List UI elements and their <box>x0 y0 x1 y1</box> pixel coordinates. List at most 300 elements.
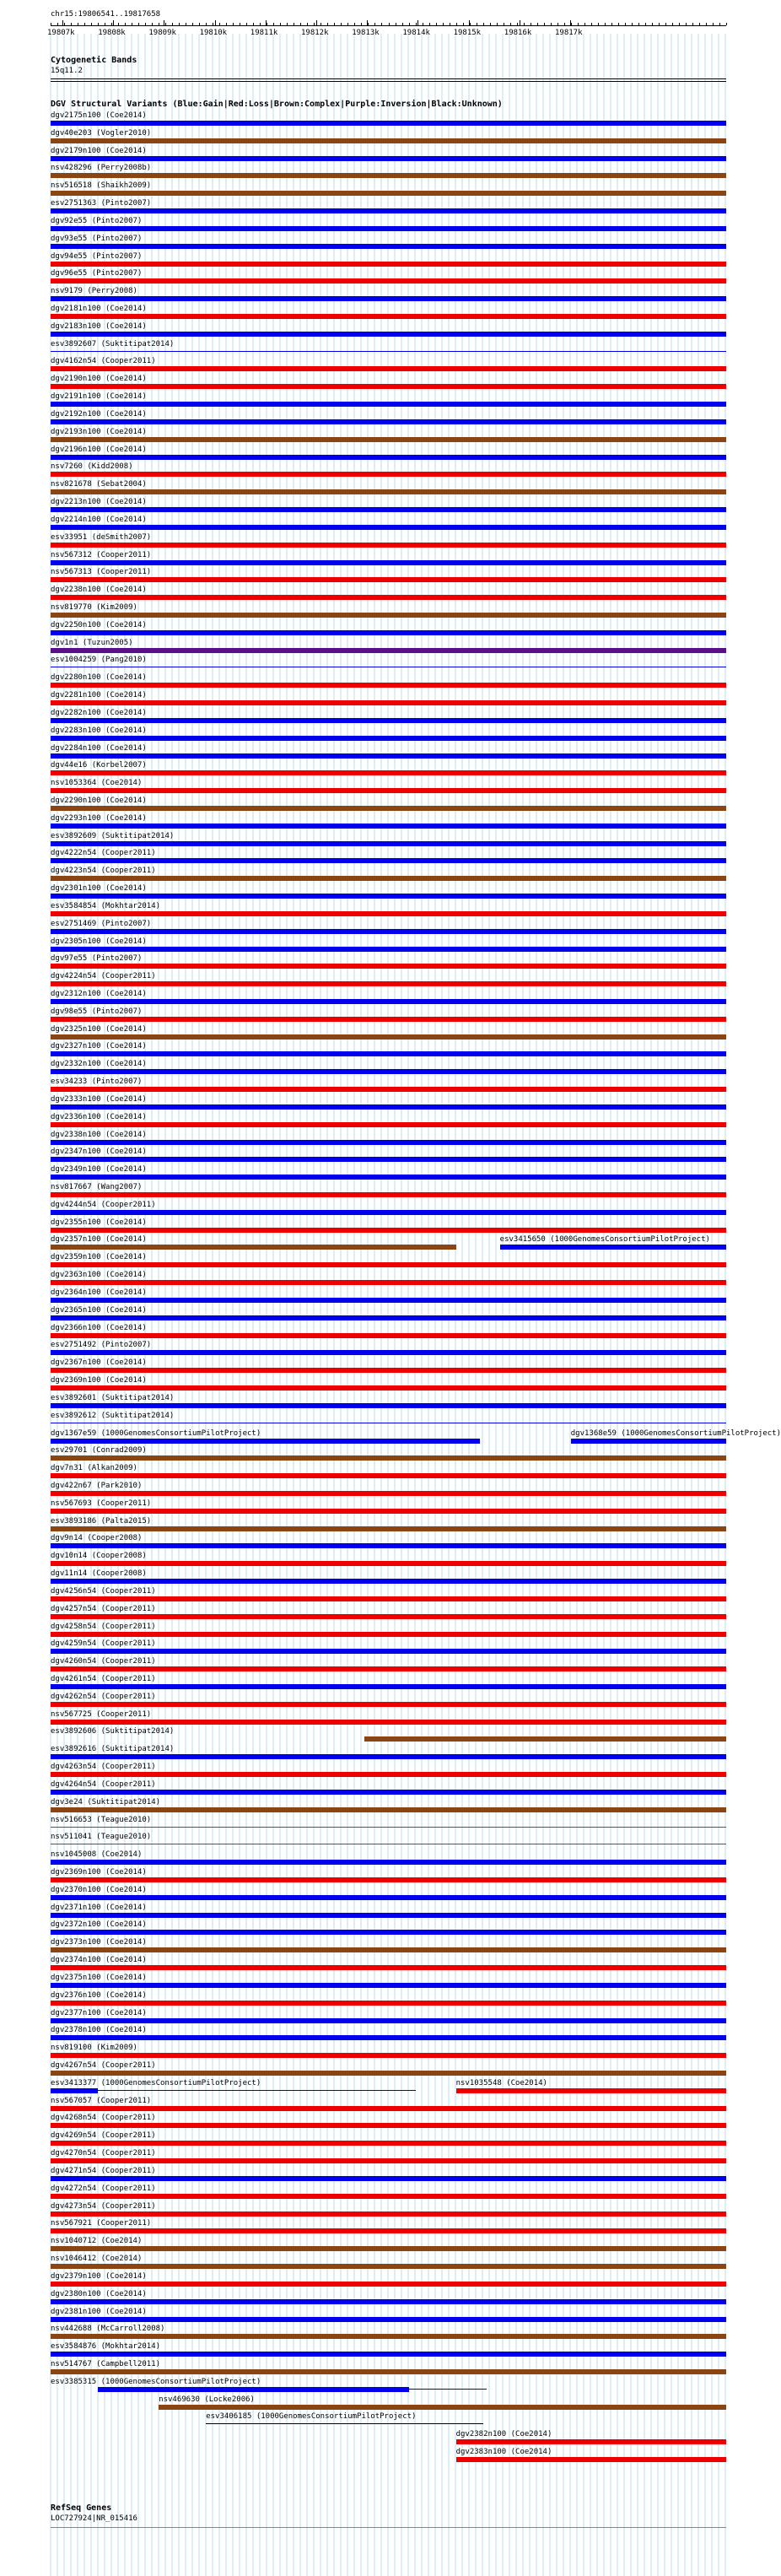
variant-label[interactable]: dgv4259n54 (Cooper2011) <box>51 1639 156 1649</box>
ruler-minor-tick <box>361 23 362 25</box>
variant-label[interactable]: dgv2363n100 (Coe2014) <box>51 1271 147 1280</box>
variant-bar[interactable] <box>51 1245 456 1250</box>
variant-bar[interactable] <box>51 1790 726 1795</box>
variant-bar[interactable] <box>51 2246 726 2251</box>
variant-label[interactable]: nsv1046412 (Coe2014) <box>51 2255 143 2264</box>
variant-bar[interactable] <box>51 1491 726 1496</box>
variant-bar[interactable] <box>51 1228 726 1233</box>
variant-label[interactable]: esv2751363 (Pinto2007) <box>51 199 152 208</box>
variant-label[interactable]: esv3892616 (Suktitipat2014) <box>51 1745 175 1754</box>
variant-label[interactable]: dgv4257n54 (Cooper2011) <box>51 1604 156 1613</box>
variant-label[interactable]: dgv4270n54 (Cooper2011) <box>51 2149 156 2158</box>
variant-bar[interactable] <box>51 244 726 249</box>
variant-bar[interactable] <box>51 1772 726 1777</box>
variant-bar[interactable] <box>51 999 726 1004</box>
variant-bar[interactable] <box>51 437 726 442</box>
variant-bar[interactable] <box>51 929 726 934</box>
variant-bar[interactable] <box>51 613 726 618</box>
variant-bar[interactable] <box>51 770 726 775</box>
variant-label[interactable]: dgv2175n100 (Coe2014) <box>51 111 147 120</box>
variant-bar[interactable] <box>51 2106 726 2111</box>
variant-label[interactable]: esv34233 (Pinto2007) <box>51 1077 143 1087</box>
variant-label[interactable]: dgv11n14 (Cooper2008) <box>51 1569 147 1579</box>
variant-label[interactable]: nsv819770 (Kim2009) <box>51 602 137 612</box>
variant-label[interactable]: dgv2312n100 (Coe2014) <box>51 990 147 998</box>
variant-label[interactable]: nsv469630 (Locke2006) <box>159 2395 255 2404</box>
variant-bar[interactable] <box>51 1913 726 1918</box>
variant-label[interactable]: dgv4271n54 (Cooper2011) <box>51 2166 156 2175</box>
variant-label[interactable]: esv3584854 (Mokhtar2014) <box>51 901 161 910</box>
cytoband-label[interactable]: 15q11.2 <box>51 67 83 75</box>
variant-bar[interactable] <box>51 2299 726 2304</box>
variant-label[interactable]: dgv2333n100 (Coe2014) <box>51 1094 147 1104</box>
variant-bar[interactable] <box>98 2387 408 2392</box>
ruler-minor-tick <box>497 23 498 25</box>
variant-bar[interactable] <box>98 2090 415 2091</box>
variant-bar[interactable] <box>51 314 726 319</box>
variant-label[interactable]: dgv2179n100 (Coe2014) <box>51 146 147 155</box>
variant-bar[interactable] <box>51 947 726 952</box>
variant-label[interactable]: esv3584876 (Mokhtar2014) <box>51 2342 161 2352</box>
variant-bar[interactable] <box>51 2334 726 2339</box>
variant-label[interactable]: dgv2379n100 (Coe2014) <box>51 2271 147 2281</box>
variant-bar[interactable] <box>51 2053 726 2058</box>
variant-label[interactable]: dgv2327n100 (Coe2014) <box>51 1042 147 1051</box>
variant-bar[interactable] <box>51 1983 726 1988</box>
variant-label[interactable]: dgv4264n54 (Cooper2011) <box>51 1779 156 1789</box>
variant-label[interactable]: dgv9n14 (Cooper2008) <box>51 1534 143 1543</box>
variant-label[interactable]: dgv2349n100 (Coe2014) <box>51 1165 147 1175</box>
variant-bar[interactable] <box>51 630 726 635</box>
variant-label[interactable]: esv3892612 (Suktitipat2014) <box>51 1411 175 1420</box>
ruler-minor-tick <box>429 23 430 25</box>
variant-label[interactable]: nsv514767 (Campbell2011) <box>51 2359 161 2368</box>
variant-label[interactable]: nsv821678 (Sebat2004) <box>51 480 147 489</box>
variant-bar[interactable] <box>51 718 726 723</box>
variant-bar[interactable] <box>51 1051 726 1056</box>
variant-bar[interactable] <box>51 1930 726 1935</box>
variant-bar[interactable] <box>51 1280 726 1285</box>
variant-bar[interactable] <box>51 226 726 231</box>
variant-label[interactable]: dgv422n67 (Park2010) <box>51 1481 143 1490</box>
variant-label[interactable]: nsv1053364 (Coe2014) <box>51 779 143 788</box>
variant-label[interactable]: nsv567725 (Cooper2011) <box>51 1709 152 1719</box>
ruler-axis <box>51 25 726 26</box>
variant-bar[interactable] <box>51 841 726 846</box>
variant-bar[interactable] <box>51 1526 726 1531</box>
variant-bar[interactable] <box>51 1666 726 1671</box>
variant-bar[interactable] <box>51 455 726 460</box>
variant-bar[interactable] <box>51 1720 726 1725</box>
variant-bar[interactable] <box>500 1245 726 1250</box>
variant-bar[interactable] <box>51 1439 480 1444</box>
variant-bar[interactable] <box>51 2228 726 2233</box>
variant-label[interactable]: dgv1367e59 (1000GenomesConsortiumPilotProject) <box>51 1428 261 1438</box>
variant-bar[interactable] <box>51 1350 726 1355</box>
variant-label[interactable]: dgv2377n100 (Coe2014) <box>51 2008 147 2017</box>
variant-label[interactable]: dgv4262n54 (Cooper2011) <box>51 1692 156 1701</box>
variant-label[interactable]: dgv4224n54 (Cooper2011) <box>51 972 156 981</box>
variant-label[interactable]: dgv4268n54 (Cooper2011) <box>51 2114 156 2123</box>
variant-label[interactable]: dgv96e55 (Pinto2007) <box>51 269 143 278</box>
variant-label[interactable]: dgv2373n100 (Coe2014) <box>51 1938 147 1947</box>
variant-bar[interactable] <box>51 1579 726 1584</box>
variant-bar[interactable] <box>51 1895 726 1900</box>
variant-label[interactable]: dgv4222n54 (Cooper2011) <box>51 849 156 858</box>
variant-label[interactable]: esv1004259 (Pang2010) <box>51 656 147 665</box>
variant-label[interactable]: nsv567312 (Cooper2011) <box>51 550 152 559</box>
variant-bar[interactable] <box>51 507 726 512</box>
variant-label[interactable]: dgv2305n100 (Coe2014) <box>51 937 147 946</box>
variant-bar[interactable] <box>51 402 726 407</box>
variant-label[interactable]: esv3413377 (1000GenomesConsortiumPilotProject) <box>51 2078 261 2087</box>
variant-label[interactable]: dgv4272n54 (Cooper2011) <box>51 2184 156 2193</box>
variant-bar[interactable] <box>51 806 726 811</box>
variant-label[interactable]: nsv819100 (Kim2009) <box>51 2044 137 2053</box>
variant-bar[interactable] <box>51 2317 726 2322</box>
variant-bar[interactable] <box>51 1509 726 1514</box>
variant-bar[interactable] <box>51 1827 726 1828</box>
variant-bar[interactable] <box>51 858 726 863</box>
variant-label[interactable]: nsv1040712 (Coe2014) <box>51 2237 143 2246</box>
variant-bar[interactable] <box>51 1298 726 1303</box>
ruler-minor-tick <box>192 23 193 25</box>
variant-label[interactable]: dgv2283n100 (Coe2014) <box>51 726 147 735</box>
variant-bar[interactable] <box>51 1455 726 1461</box>
variant-bar[interactable] <box>51 824 726 829</box>
variant-label[interactable]: esv33951 (deSmith2007) <box>51 532 152 542</box>
variant-label[interactable]: dgv4223n54 (Cooper2011) <box>51 867 156 876</box>
variant-label[interactable]: dgv4273n54 (Cooper2011) <box>51 2201 156 2211</box>
variant-label[interactable]: dgv4244n54 (Cooper2011) <box>51 1200 156 1209</box>
variant-label[interactable]: dgv2280n100 (Coe2014) <box>51 673 147 683</box>
variant-label[interactable]: dgv2338n100 (Coe2014) <box>51 1130 147 1139</box>
variant-bar[interactable] <box>51 138 726 143</box>
variant-label[interactable]: dgv2382n100 (Coe2014) <box>455 2430 552 2439</box>
variant-label[interactable]: dgv2381n100 (Coe2014) <box>51 2307 147 2316</box>
variant-label[interactable]: dgv10n14 (Cooper2008) <box>51 1552 147 1561</box>
variant-label[interactable]: nsv567057 (Cooper2011) <box>51 2096 152 2105</box>
variant-bar[interactable] <box>51 1860 726 1865</box>
variant-label[interactable]: dgv1n1 (Tuzun2005) <box>51 638 133 647</box>
variant-label[interactable]: dgv4162n54 (Cooper2011) <box>51 357 156 366</box>
variant-bar[interactable] <box>51 1947 726 1952</box>
variant-bar[interactable] <box>51 736 726 741</box>
variant-bar[interactable] <box>51 351 726 352</box>
ruler-minor-tick <box>557 23 558 25</box>
variant-label[interactable]: dgv4263n54 (Cooper2011) <box>51 1763 156 1772</box>
variant-bar[interactable] <box>51 1807 726 1812</box>
variant-bar[interactable] <box>51 384 726 389</box>
variant-label[interactable]: nsv567921 (Cooper2011) <box>51 2219 152 2228</box>
variant-label[interactable]: nsv516518 (Shaikh2009) <box>51 181 152 191</box>
variant-label[interactable]: esv3892609 (Suktitipat2014) <box>51 831 175 840</box>
variant-label[interactable]: nsv817667 (Wang2007) <box>51 1183 143 1192</box>
ruler-minor-tick <box>125 23 126 25</box>
variant-label[interactable]: dgv2301n100 (Coe2014) <box>51 884 147 894</box>
variant-label[interactable]: dgv2367n100 (Coe2014) <box>51 1358 147 1368</box>
variant-bar[interactable] <box>51 964 726 969</box>
ruler-tick-label: 19811k <box>250 29 278 37</box>
cytoband-line-2 <box>51 81 726 82</box>
variant-bar[interactable] <box>51 876 726 881</box>
variant-bar[interactable] <box>51 489 726 494</box>
variant-bar[interactable] <box>51 1754 726 1759</box>
variant-bar[interactable] <box>51 683 726 688</box>
variant-bar[interactable] <box>51 1543 726 1548</box>
variant-bar[interactable] <box>51 1473 726 1478</box>
variant-label[interactable]: dgv2214n100 (Coe2014) <box>51 515 147 524</box>
variant-label[interactable]: dgv2365n100 (Coe2014) <box>51 1305 147 1315</box>
variant-label[interactable]: esv3892607 (Suktitipat2014) <box>51 339 175 348</box>
variant-label[interactable]: dgv2191n100 (Coe2014) <box>51 392 147 402</box>
variant-bar[interactable] <box>456 2088 726 2093</box>
variant-bar[interactable] <box>51 1122 726 1127</box>
refseq-gene-line[interactable] <box>51 2527 726 2528</box>
variant-label[interactable]: dgv2336n100 (Coe2014) <box>51 1112 147 1121</box>
variant-bar[interactable] <box>51 1403 726 1408</box>
variant-label[interactable]: esv3892606 (Suktitipat2014) <box>51 1727 175 1736</box>
ruler-minor-tick <box>179 23 180 25</box>
variant-bar[interactable] <box>51 1632 726 1637</box>
variant-label[interactable]: nsv1035548 (Coe2014) <box>455 2078 547 2087</box>
variant-bar[interactable] <box>51 332 726 337</box>
variant-bar[interactable] <box>51 700 726 705</box>
variant-bar[interactable] <box>51 595 726 600</box>
variant-bar[interactable] <box>51 2194 726 2199</box>
variant-bar[interactable] <box>51 262 726 267</box>
variant-bar[interactable] <box>51 472 726 477</box>
variant-label[interactable]: esv3892601 (Suktitipat2014) <box>51 1393 175 1402</box>
variant-bar[interactable] <box>51 1614 726 1619</box>
variant-bar[interactable] <box>51 1210 726 1215</box>
variant-bar[interactable] <box>51 1175 726 1180</box>
variant-bar[interactable] <box>51 208 726 213</box>
variant-label[interactable]: dgv2375n100 (Coe2014) <box>51 1973 147 1982</box>
variant-bar[interactable] <box>51 2282 726 2287</box>
variant-bar[interactable] <box>51 1561 726 1566</box>
variant-label[interactable]: nsv1045008 (Coe2014) <box>51 1850 143 1860</box>
ruler-minor-tick <box>199 23 200 25</box>
variant-bar[interactable] <box>51 1385 726 1391</box>
variant-bar[interactable] <box>51 2176 726 2181</box>
variant-bar[interactable] <box>159 2405 726 2410</box>
variant-bar[interactable] <box>51 911 726 916</box>
variant-label[interactable]: nsv9179 (Perry2008) <box>51 287 137 296</box>
variant-label[interactable]: dgv44e16 (Korbel2007) <box>51 761 147 770</box>
variant-bar[interactable] <box>51 1649 726 1654</box>
ruler-minor-tick <box>679 23 680 25</box>
variant-bar[interactable] <box>51 894 726 899</box>
variant-bar[interactable] <box>51 2071 726 2076</box>
ruler-minor-tick <box>625 23 626 25</box>
variant-label[interactable]: dgv2372n100 (Coe2014) <box>51 1920 147 1930</box>
variant-label[interactable]: dgv94e55 (Pinto2007) <box>51 251 143 261</box>
variant-label[interactable]: dgv1368e59 (1000GenomesConsortiumPilotProject) <box>570 1428 781 1438</box>
variant-bar[interactable] <box>51 121 726 126</box>
variant-label[interactable]: dgv2196n100 (Coe2014) <box>51 445 147 454</box>
variant-label[interactable]: dgv2332n100 (Coe2014) <box>51 1060 147 1069</box>
variant-bar[interactable] <box>456 2457 726 2462</box>
variant-label[interactable]: dgv2369n100 (Coe2014) <box>51 1376 147 1385</box>
variant-bar[interactable] <box>51 1965 726 1970</box>
variant-label[interactable]: dgv2281n100 (Coe2014) <box>51 691 147 700</box>
ruler-minor-tick <box>578 23 579 25</box>
variant-label[interactable]: dgv2383n100 (Coe2014) <box>455 2448 552 2457</box>
variant-label[interactable]: nsv442688 (McCarroll2008) <box>51 2325 165 2334</box>
variant-bar[interactable] <box>51 1157 726 1162</box>
variant-label[interactable]: nsv567693 (Cooper2011) <box>51 1499 152 1508</box>
variant-label[interactable]: dgv2364n100 (Coe2014) <box>51 1288 147 1297</box>
variant-bar[interactable] <box>206 2423 482 2424</box>
variant-bar[interactable] <box>51 2211 726 2217</box>
ruler-minor-tick <box>443 23 444 25</box>
variant-label[interactable]: nsv516653 (Teague2010) <box>51 1815 152 1824</box>
variant-bar[interactable] <box>51 1596 726 1601</box>
variant-label[interactable]: dgv2359n100 (Coe2014) <box>51 1253 147 1262</box>
ruler-minor-tick <box>517 23 518 25</box>
variant-label[interactable]: dgv2290n100 (Coe2014) <box>51 796 147 805</box>
variant-bar[interactable] <box>51 156 726 161</box>
variant-bar[interactable] <box>51 1684 726 1689</box>
variant-label[interactable]: dgv92e55 (Pinto2007) <box>51 216 143 225</box>
variant-label[interactable]: dgv2347n100 (Coe2014) <box>51 1148 147 1157</box>
variant-label[interactable]: dgv7n31 (Alkan2009) <box>51 1464 137 1473</box>
ruler-minor-tick <box>537 23 538 25</box>
variant-bar[interactable] <box>51 525 726 530</box>
variant-label[interactable]: dgv4258n54 (Cooper2011) <box>51 1622 156 1631</box>
variant-label[interactable]: esv2751492 (Pinto2007) <box>51 1341 152 1350</box>
refseq-gene-label[interactable]: LOC727924|NR_015416 <box>51 2514 137 2523</box>
variant-bar[interactable] <box>51 278 726 284</box>
variant-label[interactable]: dgv2250n100 (Coe2014) <box>51 620 147 629</box>
variant-bar[interactable] <box>51 1315 726 1320</box>
variant-label[interactable]: dgv2190n100 (Coe2014) <box>51 375 147 384</box>
variant-bar[interactable] <box>571 1439 726 1444</box>
variant-bar[interactable] <box>51 543 726 548</box>
variant-label[interactable]: dgv2380n100 (Coe2014) <box>51 2289 147 2298</box>
variant-bar[interactable] <box>51 1140 726 1145</box>
variant-label[interactable]: dgv2366n100 (Coe2014) <box>51 1323 147 1332</box>
variant-label[interactable]: dgv2238n100 (Coe2014) <box>51 586 147 595</box>
variant-label[interactable]: dgv4260n54 (Cooper2011) <box>51 1657 156 1666</box>
variant-label[interactable]: dgv2192n100 (Coe2014) <box>51 409 147 419</box>
variant-label[interactable]: dgv3e24 (Suktitipat2014) <box>51 1797 161 1806</box>
variant-label[interactable]: dgv2193n100 (Coe2014) <box>51 427 147 436</box>
variant-bar[interactable] <box>51 1192 726 1197</box>
variant-label[interactable]: dgv2355n100 (Coe2014) <box>51 1218 147 1227</box>
variant-bar[interactable] <box>51 419 726 424</box>
variant-label[interactable]: dgv2213n100 (Coe2014) <box>51 498 147 507</box>
variant-label[interactable]: esv3893186 (Paltа2015) <box>51 1516 152 1526</box>
variant-bar[interactable] <box>51 2264 726 2269</box>
variant-label[interactable]: dgv93e55 (Pinto2007) <box>51 234 143 243</box>
ruler-minor-tick <box>165 23 166 25</box>
variant-bar[interactable] <box>51 2088 98 2093</box>
variant-bar[interactable] <box>51 366 726 371</box>
variant-label[interactable]: nsv567313 (Cooper2011) <box>51 568 152 577</box>
variant-bar[interactable] <box>51 1368 726 1373</box>
variant-label[interactable]: nsv7260 (Kidd2008) <box>51 462 133 472</box>
variant-label[interactable]: dgv4269n54 (Cooper2011) <box>51 2131 156 2141</box>
variant-label[interactable]: dgv98e55 (Pinto2007) <box>51 1007 143 1016</box>
variant-bar[interactable] <box>51 173 726 178</box>
variant-label[interactable]: esv2751469 (Pinto2007) <box>51 919 152 928</box>
variant-bar[interactable] <box>51 1104 726 1110</box>
variant-label[interactable]: dgv2357n100 (Coe2014) <box>51 1235 147 1245</box>
variant-bar[interactable] <box>51 981 726 986</box>
ruler-minor-tick <box>84 23 85 25</box>
variant-bar[interactable] <box>51 788 726 793</box>
variant-label[interactable]: nsv511041 (Teague2010) <box>51 1833 152 1842</box>
variant-bar[interactable] <box>51 648 726 653</box>
variant-bar[interactable] <box>51 1877 726 1882</box>
variant-label[interactable]: dgv2374n100 (Coe2014) <box>51 1956 147 1965</box>
variant-label[interactable]: dgv40e203 (Vogler2010) <box>51 128 152 138</box>
variant-label[interactable]: dgv2325n100 (Coe2014) <box>51 1024 147 1034</box>
variant-label[interactable]: dgv2282n100 (Coe2014) <box>51 708 147 717</box>
ruler-minor-tick <box>374 23 375 25</box>
variant-label[interactable]: dgv2370n100 (Coe2014) <box>51 1885 147 1894</box>
variant-label[interactable]: esv29701 (Conrad2009) <box>51 1446 147 1455</box>
variant-bar[interactable] <box>51 2352 726 2357</box>
variant-bar[interactable] <box>51 1702 726 1707</box>
variant-bar[interactable] <box>51 2369 726 2374</box>
ruler-minor-tick <box>591 23 592 25</box>
variant-label[interactable]: esv3415650 (1000GenomesConsortiumPilotProject) <box>499 1235 710 1245</box>
variant-bar[interactable] <box>51 2141 726 2146</box>
variant-bar[interactable] <box>409 2389 487 2390</box>
variant-bar[interactable] <box>51 2123 726 2128</box>
variant-bar[interactable] <box>51 577 726 582</box>
variant-label[interactable]: esv3406185 (1000GenomesConsortiumPilotProject) <box>206 2412 417 2422</box>
variant-label[interactable]: dgv2369n100 (Coe2014) <box>51 1868 147 1877</box>
variant-label[interactable]: dgv4256n54 (Cooper2011) <box>51 1586 156 1596</box>
ruler-minor-tick <box>686 23 687 25</box>
variant-bar[interactable] <box>51 2001 726 2006</box>
ruler-minor-tick <box>64 23 65 25</box>
variant-bar[interactable] <box>51 296 726 301</box>
variant-bar[interactable] <box>51 1034 726 1040</box>
ruler-minor-tick <box>71 23 72 25</box>
variant-label[interactable]: dgv2378n100 (Coe2014) <box>51 2026 147 2035</box>
variant-bar[interactable] <box>51 1069 726 1074</box>
variant-label[interactable]: dgv2371n100 (Coe2014) <box>51 1903 147 1912</box>
variant-bar[interactable] <box>51 2035 726 2040</box>
variant-bar[interactable] <box>51 753 726 759</box>
variant-label[interactable]: esv3385315 (1000GenomesConsortiumPilotProject) <box>51 2377 261 2386</box>
variant-bar[interactable] <box>51 2018 726 2023</box>
variant-bar[interactable] <box>51 191 726 196</box>
variant-bar[interactable] <box>456 2439 726 2444</box>
variant-bar[interactable] <box>51 1017 726 1022</box>
variant-bar[interactable] <box>51 1333 726 1338</box>
variant-label[interactable]: dgv2183n100 (Coe2014) <box>51 321 147 331</box>
variant-label[interactable]: dgv4267n54 (Cooper2011) <box>51 2061 156 2071</box>
variant-label[interactable]: dgv2376n100 (Coe2014) <box>51 1990 147 2000</box>
variant-bar[interactable] <box>51 560 726 565</box>
variant-label[interactable]: dgv2284n100 (Coe2014) <box>51 743 147 753</box>
variant-label[interactable]: nsv428296 (Perry2008b) <box>51 164 152 173</box>
variant-bar[interactable] <box>364 1736 726 1742</box>
variant-bar[interactable] <box>51 1262 726 1267</box>
variant-label[interactable]: dgv2181n100 (Coe2014) <box>51 305 147 314</box>
variant-label[interactable]: dgv2293n100 (Coe2014) <box>51 813 147 823</box>
variant-label[interactable]: dgv4261n54 (Cooper2011) <box>51 1674 156 1683</box>
variant-bar[interactable] <box>51 2158 726 2163</box>
variant-bar[interactable] <box>51 1087 726 1092</box>
variant-label[interactable]: dgv97e55 (Pinto2007) <box>51 954 143 964</box>
